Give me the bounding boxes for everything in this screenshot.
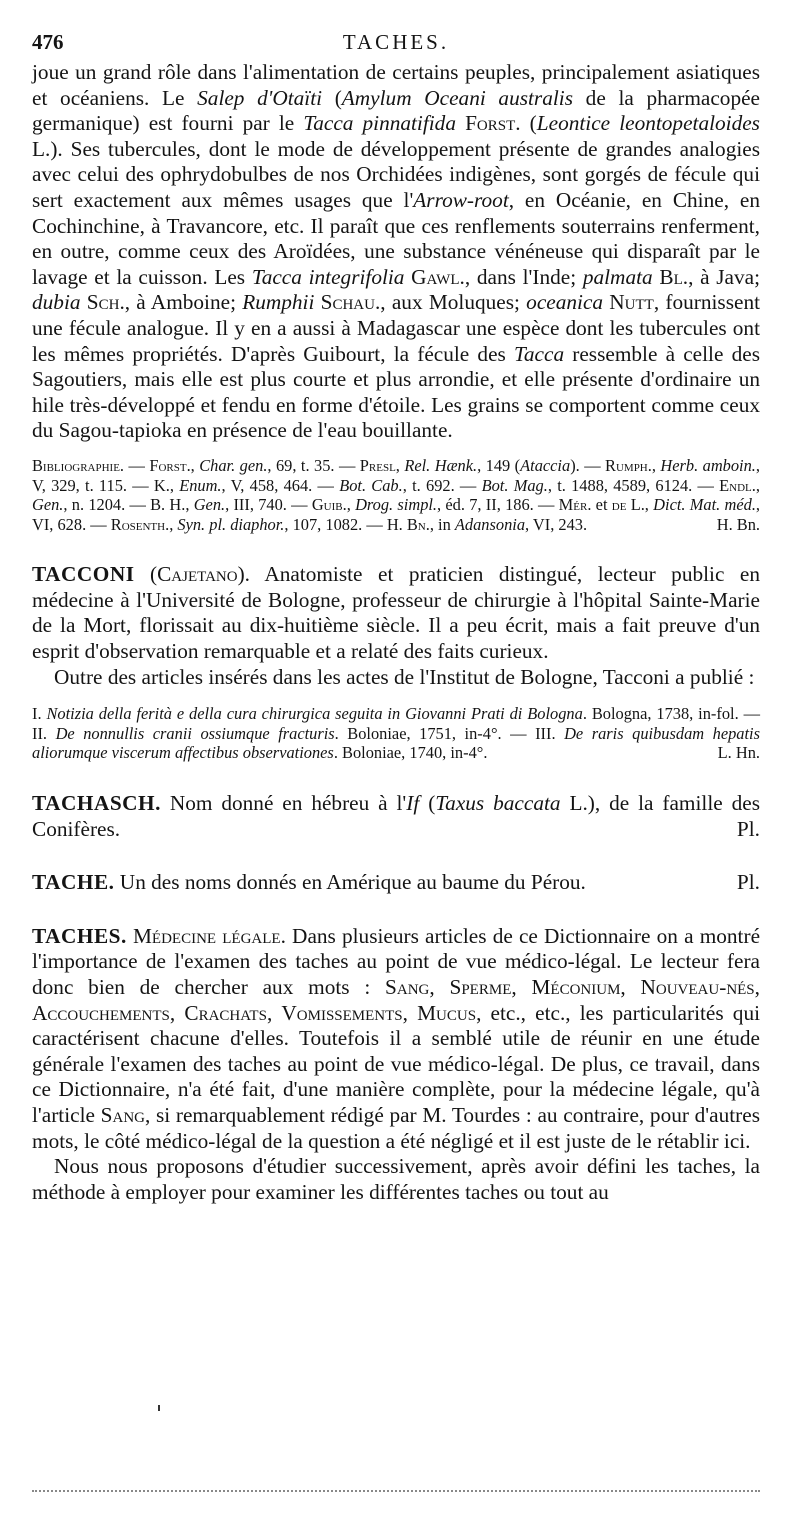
text-column [32, 60, 760, 1205]
running-title: TACHES. [342, 30, 450, 54]
bibliography-label: Bibliographie. [32, 455, 125, 475]
page-number: 476 [32, 30, 64, 54]
tacca-continuation-paragraph: joue un grand rôle dans l'alimentation de certains peuples, principalement asiatiques et océaniens. Le Salep d'Otaïti (Amylum Oceani australis de la pharmacopée germanique) est fourni par le Tacca pinnatifida Forst. (Leontice leontopetaloides L.). Ses tubercules, dont le mode de développement présente de grandes analogies avec celui des ophrydobulbes de nos Orchidées indigènes, sont gorgés de fécule qui sert exactement aux mêmes usages que l'Arrow-root, en Océanie, en Chine, en Cochinchine, à Travancore, etc. Il paraît que ces renflements souterrains renferment, en outre, comme ceux des Aroïdées, une substance vénéneuse qui disparaît par le lavage et la cuisson. Les Tacca integrifolia Gawl., dans l'Inde; palmata Bl., à Java; dubia Sch., à Amboine; Rumphii Schau., aux Moluques; oceanica Nutt, fournissent une fécule analogue. Il y en a aussi à Madagascar une espèce dont les tubercules ont les mêmes propriétés. D'après Guibourt, la fécule des Tacca ressemble à celle des Sagoutiers, mais elle est plus courte et plus arrondie, et elle présente d'ordinaire un hile très-développé et fendu en forme d'étoile. Les grains se comportent comme ceux du Sagou-tapioka en présence de l'eau bouillante. [32, 60, 761, 443]
headword: TACCONI [32, 562, 135, 587]
page-header [32, 30, 760, 58]
ink-mark [158, 1405, 160, 1411]
headword: TACHES. [32, 923, 127, 948]
author-signature: H. Bn. [716, 514, 760, 534]
headword: TACHASCH. [32, 791, 161, 816]
author-signature: Pl. [736, 816, 760, 841]
tacconi-paragraph-2: Outre des articles insérés dans les actes de l'Institut de Bologne, Tacconi a publié : [54, 664, 755, 689]
entry-taches: TACHES. Médecine légale. Dans plusieurs articles de ce Dictionnaire on a montré l'importance de l'examen des taches au point de vue médico-légal. Le lecteur fera donc bien de chercher aux mots : Sang, Sperme, Méconium, Nouveau-nés, Accouchements, Crachats, Vomissements, Mucus, etc., etc., les particularités qui caractérisent chacune d'elles. Toutefois il a semblé utile de réunir en une étude générale l'examen des taches au point de vue médico-légal. De plus, ce travail, dans ce Dictionnaire, n'a été fait, d'une manière complète, pour la médecine légale, qu'à l'article Sang, si remarquablement rédigé par M. Tourdes : au contraire, pour d'autres mots, le côté médico-légal de la question a été négligé et il est juste de le rétablir ici. [32, 923, 761, 1153]
taches-paragraph-2: Nous nous proposons d'étudier successivement, après avoir défini les taches, la méthode à employer pour examiner les différentes taches ou tout au [32, 1154, 760, 1204]
headword: TACHE. [32, 870, 115, 895]
entry-tachasch: TACHASCH. Nom donné en hébreu à l'If (Taxus baccata L.), de la famille des Conifères. Pl. [32, 791, 760, 841]
bottom-dotted-rule [32, 1490, 760, 1492]
author-signature: Pl. [736, 870, 760, 895]
entry-tache: TACHE. Un des noms donnés en Amérique au baume du Pérou. Pl. [32, 870, 760, 895]
tacconi-works-list: I. Notizia della ferità e della cura chirurgica seguita in Giovanni Prati di Bologna. Bologna, 1738, in-fol. — II. De nonnullis cranii ossiumque fracturis. Boloniae, 1751, in-4°. — III. De raris quibusdam hepatis aliorumque viscerum affectibus observationes. Boloniae, 1740, in-4°. L. Hn. [32, 704, 760, 763]
entry-tacconi: TACCONI (Cajetano). Anatomiste et praticien distingué, lecteur public en médecine à l'Université de Bologne, professeur de chirurgie à l'hôpital Sainte-Marie de la Mort, florissait au dix-huitième siècle. Il a peu écrit, mais a fait preuve d'un esprit d'observation remarquable et a relaté des faits curieux. [32, 562, 760, 664]
bibliography: Bibliographie. — Forst., Char. gen., 69, t. 35. — Presl, Rel. Hænk., 149 (Ataccia). — Rumph., Herb. amboin., V, 329, t. 115. — K., Enum., V, 458, 464. — Bot. Cab., t. 692. — Bot. Mag., t. 1488, 4589, 6124. — Endl., Gen., n. 1204. — B. H., Gen., III, 740. — Guib., Drog. simpl., éd. 7, II, 186. — Mér. et de L., Dict. Mat. méd., VI, 628. — Rosenth., Syn. pl. diaphor., 107, 1082. — H. Bn., in Adansonia, VI, 243. H. Bn. [32, 455, 761, 534]
author-signature: L. Hn. [717, 743, 760, 763]
